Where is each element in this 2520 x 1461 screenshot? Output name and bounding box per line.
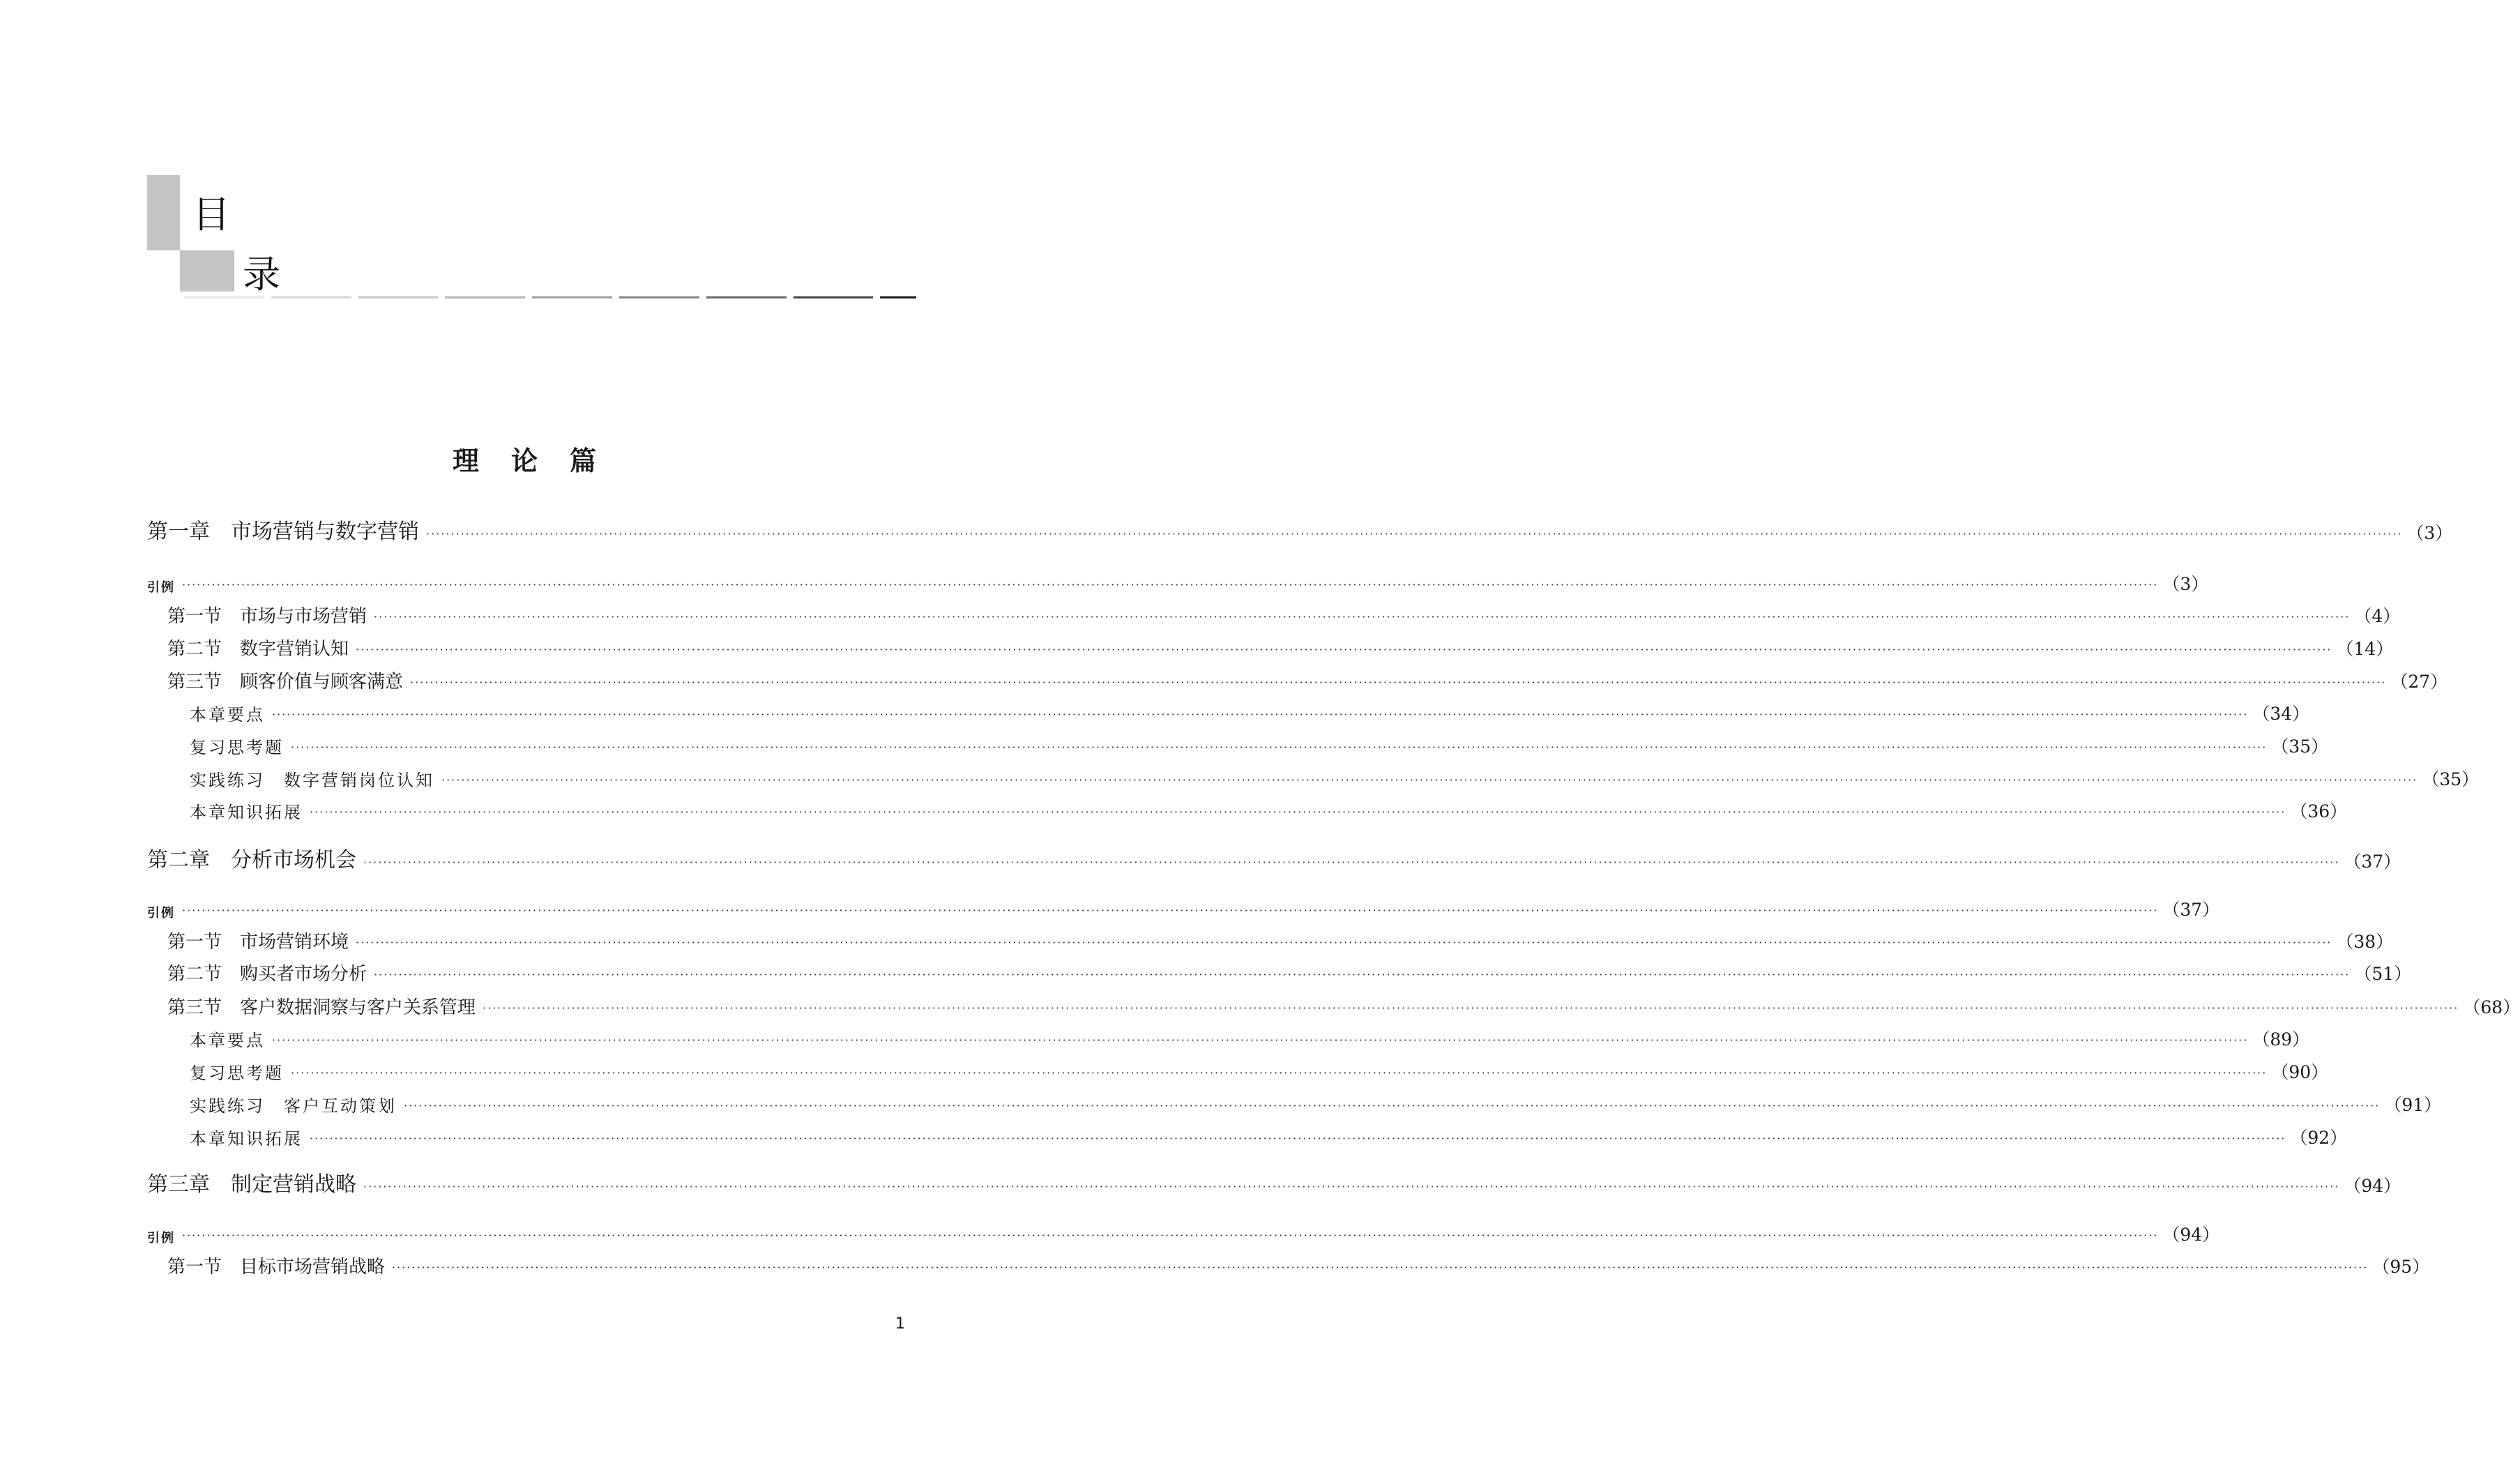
page-number: 1 — [895, 1315, 905, 1333]
toc-entry-label: 本章知识拓展 — [190, 803, 303, 822]
header-char-2: 录 — [243, 252, 280, 296]
toc-leader-dots: ················································································································································································································································································································································································································ — [392, 1261, 2369, 1274]
toc-entry-label: 第三章 制定营销战略 — [147, 1172, 356, 1197]
toc-entry-sub[interactable] — [190, 1056, 2329, 1084]
toc-entry-chapter[interactable] — [147, 1169, 2401, 1197]
toc-leader-dots: ················································································································································································································································································································································································································ — [483, 1001, 2459, 1015]
toc-entry-label: 第二节 购买者市场分析 — [167, 964, 367, 985]
toc-entry-label: 第一节 市场与市场营销 — [167, 606, 367, 627]
toc-entry-section[interactable] — [167, 1250, 2430, 1278]
toc-entry-sub[interactable] — [190, 1023, 2310, 1051]
toc-entry-page: （36） — [2290, 801, 2348, 822]
toc-entry-section[interactable] — [167, 665, 2448, 693]
toc-entry-page: （94） — [2162, 1225, 2220, 1245]
toc-entry-sub[interactable] — [190, 795, 2348, 823]
toc-entry-intro[interactable] — [147, 1218, 2220, 1246]
toc-entry-page: （91） — [2384, 1095, 2442, 1115]
toc-entry-section[interactable] — [167, 925, 2394, 953]
toc-entry-page: （94） — [2344, 1176, 2401, 1196]
toc-entry-page: （34） — [2252, 704, 2310, 724]
toc-entry-label: 第一节 目标市场营销战略 — [167, 1257, 386, 1278]
toc-entry-label: 引例 — [147, 1231, 175, 1246]
toc-entry-intro[interactable] — [147, 568, 2209, 596]
toc-leader-dots: ················································································································································································································································································································································································································ — [410, 676, 2387, 689]
toc-entry-chapter[interactable] — [147, 517, 2453, 545]
toc-entry-page: （3） — [2162, 574, 2209, 594]
toc-leader-dots: ················································································································································································································································································································································································································ — [441, 773, 2418, 787]
toc-leader-dots: ················································································································································································································································································································································································································ — [291, 741, 2268, 754]
toc-leader-dots: ················································································································································································································································································································································································································ — [363, 1180, 2340, 1193]
toc-leader-dots: ················································································································································································································································································································································································································ — [356, 643, 2332, 656]
toc-leader-dots: ················································································································································································································································································································································································································ — [182, 904, 2159, 917]
toc-entry-sub[interactable] — [190, 1121, 2348, 1149]
toc-entry-page: （89） — [2252, 1029, 2310, 1050]
toc-entry-sub[interactable] — [190, 1089, 2442, 1116]
toc-entry-label: 复习思考题 — [190, 1063, 284, 1083]
toc-leader-dots: ················································································································································································································································································································································································································ — [310, 805, 2286, 819]
toc-entry-page: （14） — [2336, 639, 2394, 659]
toc-entry-label: 本章要点 — [190, 705, 265, 725]
toc-entry-label: 第一节 市场营销环境 — [167, 932, 349, 953]
toc-entry-page: （68） — [2463, 997, 2520, 1017]
toc-entry-label: 第二节 数字营销认知 — [167, 639, 349, 660]
toc-entry-section[interactable] — [167, 633, 2394, 660]
toc-leader-dots: ················································································································································································································································································································································································································ — [182, 578, 2159, 591]
toc-entry-label: 引例 — [147, 580, 175, 595]
toc-leader-dots: ················································································································································································································································································································································································································ — [182, 1229, 2159, 1242]
toc-entry-label: 第三节 顾客价值与顾客满意 — [167, 672, 404, 692]
toc-leader-dots: ················································································································································································································································································································································································································ — [272, 708, 2249, 721]
toc-entry-label: 引例 — [147, 906, 175, 921]
toc-entry-section[interactable] — [167, 600, 2401, 628]
toc-entry-section[interactable] — [167, 991, 2520, 1019]
toc-leader-dots: ················································································································································································································································································································································································································ — [356, 936, 2332, 949]
toc-entry-label: 第一章 市场营销与数字营销 — [147, 520, 419, 544]
toc-leader-dots: ················································································································································································································································································································································································································ — [374, 968, 2351, 981]
toc-entry-label: 本章知识拓展 — [190, 1129, 303, 1149]
toc-entry-intro[interactable] — [147, 893, 2220, 921]
toc-entry-sub[interactable] — [190, 697, 2310, 725]
toc-leader-dots: ················································································································································································································································································································································································································ — [426, 527, 2403, 540]
toc-entry-sub[interactable] — [190, 730, 2329, 758]
toc-entry-label: 第二章 分析市场机会 — [147, 848, 356, 872]
toc-entry-page: （3） — [2406, 523, 2453, 543]
toc-entry-page: （35） — [2422, 769, 2480, 789]
toc-entry-page: （37） — [2162, 900, 2220, 920]
toc-entry-page: （51） — [2354, 964, 2412, 984]
toc-entry-page: （92） — [2290, 1128, 2348, 1148]
toc-entry-label: 实践练习 客户互动策划 — [190, 1096, 397, 1116]
part-title: 理论篇 — [452, 446, 628, 476]
toc-entry-page: （90） — [2271, 1062, 2329, 1082]
toc-entry-page: （35） — [2271, 736, 2329, 757]
toc-entry-sub[interactable] — [190, 763, 2480, 791]
toc-entry-label: 实践练习 数字营销岗位认知 — [190, 771, 434, 790]
toc-leader-dots: ················································································································································································································································································································································································································ — [310, 1132, 2286, 1145]
toc-entry-label: 本章要点 — [190, 1031, 265, 1050]
toc-entry-page: （27） — [2390, 672, 2448, 692]
toc-entry-section[interactable] — [167, 957, 2412, 985]
toc-leader-dots: ················································································································································································································································································································································································································ — [404, 1099, 2381, 1112]
toc-entry-label: 复习思考题 — [190, 738, 284, 757]
toc-entry-page: （38） — [2336, 932, 2394, 952]
toc-entry-page: （4） — [2354, 606, 2401, 626]
toc-entry-label: 第三节 客户数据洞察与客户关系管理 — [167, 997, 476, 1018]
toc-leader-dots: ················································································································································································································································································································································································································ — [374, 610, 2351, 623]
header-char-1: 目 — [192, 192, 230, 236]
toc-leader-dots: ················································································································································································································································································································································································································ — [272, 1034, 2249, 1047]
toc-leader-dots: ················································································································································································································································································································································································································ — [363, 856, 2340, 869]
toc-entry-page: （95） — [2372, 1257, 2430, 1277]
toc-leader-dots: ················································································································································································································································································································································································································ — [291, 1066, 2268, 1080]
toc-entry-chapter[interactable] — [147, 845, 2401, 873]
toc-entry-page: （37） — [2344, 851, 2401, 872]
